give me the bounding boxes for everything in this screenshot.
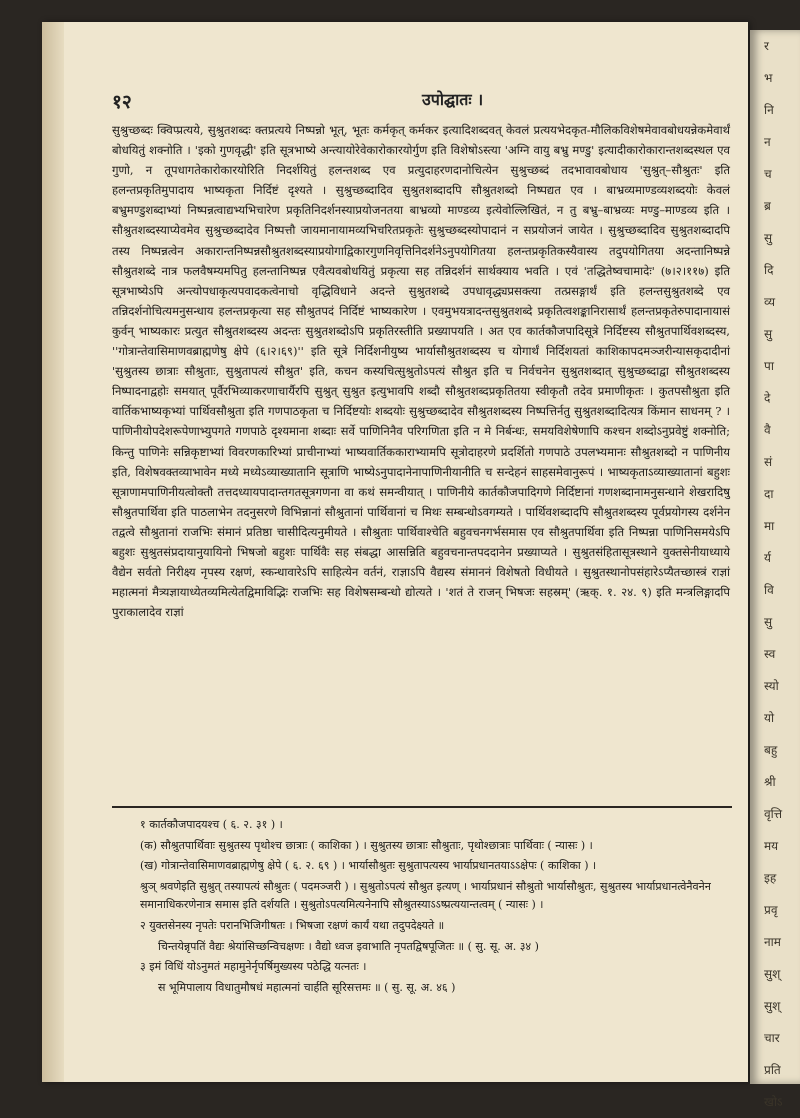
facing-page-fragment: नाम xyxy=(764,935,781,949)
facing-page-fragment: च xyxy=(764,167,772,181)
footnote-3-verse: स भूमिपालाय विधातुमौषधं महात्मनां चार्हति सूरिसत्तमः ॥ ( सु. सू. अ. ४६ ) xyxy=(158,980,456,994)
facing-page-fragment: व्य xyxy=(764,295,776,309)
facing-page-fragment: वृत्ति xyxy=(764,807,783,821)
footnote-1a: (क) सौश्रुतपार्थिवाः सुश्रुतस्य पृथोश्च छात्राः ( काशिका ) । सुश्रुतस्य छात्राः सौश्रुताः, पृथोश्छात्राः पार्थिवाः ( न्यासः ) । xyxy=(140,838,593,852)
facing-page-fragment: प्रवृ xyxy=(764,903,778,917)
facing-page-fragment: मय xyxy=(764,839,779,853)
footnote-1: १ कार्तकौजपादयश्च ( ६. २. ३१ ) । xyxy=(140,818,283,831)
facing-page-fragment: सु xyxy=(764,327,773,341)
facing-page-fragment: इह xyxy=(764,871,777,885)
facing-page-fragment: भ xyxy=(764,71,773,85)
facing-page-fragment: सुश् xyxy=(764,967,781,981)
facing-page-fragment: दा xyxy=(764,487,774,501)
facing-page-fragment: नि xyxy=(764,103,774,117)
facing-page-fragment: यो xyxy=(764,711,775,725)
facing-page-fragment: पा xyxy=(764,359,774,373)
facing-page-fragment: स्यो xyxy=(764,679,779,693)
page-header xyxy=(112,88,732,114)
facing-page-fragment: सं xyxy=(764,455,773,469)
running-title: उपोद्घातः । xyxy=(422,90,484,109)
facing-page-fragment: दि xyxy=(764,263,774,277)
facing-page-fragment: सुश् xyxy=(764,999,781,1013)
page-gutter xyxy=(42,22,64,1082)
facing-page-fragment: मा xyxy=(764,519,775,533)
facing-page-edge xyxy=(750,30,800,1109)
footnote-2-verse: चिन्तयेन्नृपतिं वैद्यः श्रेयांसिच्छन्विचक्षणः । वैद्यो ध्वज इवाभाति नृपतद्विषपूजितः ॥ ( सु. सू. अ. ३४ ) xyxy=(158,939,539,953)
facing-page-fragment: स्व xyxy=(764,647,776,661)
facing-page-fragment: ब्र xyxy=(764,199,771,213)
main-text xyxy=(112,120,730,622)
facing-page-fragment: सु xyxy=(764,615,773,629)
facing-page-fragment: बहु xyxy=(764,743,778,757)
facing-page-fragment: र्य xyxy=(764,551,771,565)
facing-page-fragment: वि xyxy=(764,583,774,597)
facing-page-fragment: श्री xyxy=(764,775,776,789)
body-paragraph: सुश्रुच्छब्दः क्विप्प्रत्यये, सुश्रुतशब्दः क्तप्रत्यये निष्पन्नो भूत्, भूतः कर्मकृत् कर्मकर इत्यादिशब्दवत् केवलं प्रत्ययभेदकृत-मौलिकविशेषमेवावबोधयन्नेकमेवार्थं बोधयितुं शक्नोति । 'इको गुणवृद्धी' इति सूत्रभाष्ये अन्त्यायोरेवेकारोकारयोर्गुण इति विशेषोऽस्त्या 'अग्नि वायु बभ्रु मण्डु' इत्यादीकारोकारान्तशब्दस्थल एव गुणो, न तूपधागतेकारोकारयोरिति निदर्शयितुं हलन्तशब्द एव प्रत्युदाहरणदानोचित्येन सुश्रुच्छब्दं तदभावावबोधाय 'सुश्रुत्–सौश्रुतः' इति हलन्तप्रकृतिमुपादाय भाष्यकृता निर्दिष्टं दृश्यते । सुश्रुच्छब्दादिव सुश्रुतशब्दादपि सौश्रुतशब्दो निष्पद्यत एव । बाभ्रव्यमाण्डव्यशब्दयोः केवलं बभ्रुमण्डुशब्दाभ्यां निष्पन्नत्वाद्यभ्यभिचारेण प्रकृतिनिदर्शनस्याप्रयोजनतया बाभ्रव्यो माण्डव्य इत्येवोल्लिखितं, न तु बभ्रु–बाभ्रव्यः मण्डु–माण्डव्य इति । सौश्रुतशब्दस्याप्येवमेव सुश्रुच्छब्दादेव निष्पत्तौ जायमानायामव्यभिचरितप्रकृतेः सुश्रुच्छब्दस्योपादानं न सप्रयोजनं जायेत । सुश्रुच्छब्दादिव सुश्रुतशब्दादपि तस्य निष्पन्नत्वेन अकारान्तनिष्पन्नसौश्रुतशब्दस्याप्रयोगाद्विकारगुणनिवृत्तिनिदर्शनेऽनुपयोगितया हलन्तप्रकृतिकस्यैवास्य तदुपयोगितया अदन्तानिष्पन्ने सौश्रुतशब्दे नात्र फलवैषम्यमपितु हलन्तानिष्पन्न एवैत्यवबोधयितुं प्रकृत्या सह तन्निदर्शनं सार्थक्याय भवति । एवं 'तद्धितेष्वचामादेः' (७।२।११७) इति सूत्रभाष्येऽपि अन्त्योपधाकृत्यपवादकत्वेनाचो वृद्धिविधाने अदन्ते सुश्रुतशब्दे उपधावृद्ध्यप्रसक्त्या तत्प्रसङ्गार्थं इति हलन्तसुश्रुतशब्दे एव तन्निदर्शनोचित्यमनुसन्धाय हलन्तप्रकृत्या सह सौश्रुतपदं निर्दिष्टं भाष्यकारेण । एवमुभयत्रादन्तसुश्रुतशब्दे प्रकृतित्वशङ्कानिरासार्थं हलन्तप्रकृतेरुपादानायासं कुर्वन् भाष्यकारः प्रत्युत सौश्रुतशब्दस्य अदन्तः सुश्रुतशब्दोऽपि प्रकृतिरस्तीति प्रख्यापयति । अत एव कार्तकौजपादिसूत्रे निर्दिष्टस्य सौश्रुतपार्थिवशब्दस्य, ''गोत्रान्तेवासिमाणवब्राह्मणेषु क्षेपे (६।२।६९)'' इति सूत्रे निर्दिशनीयुष्य भार्यासौश्रुतशब्दस्य च योगार्थं निर्दिशयतां काशिकापदमञ्जरीन्यासकृदादीनां 'सुश्रुतस्य छात्राः सौश्रुताः, सुश्रुतापत्यं सौश्रुत' इति, कचन कस्यचित्सुश्रुतोऽपत्यं सौश्रुत इति च निर्वचनेन सुश्रुतशब्दात् सुश्रुच्छब्दाद्वा सौश्रुतशब्दस्य निष्पादनाद्वहोः समयात् पूर्वैरभिव्याकरणाचार्यैरपि सुश्रुत् सुश्रुत इत्युभावपि शब्दौ सौश्रुतशब्दप्रकृतितया स्वीकृतौ तदेव प्रमाणीकृतः । कुतपसौश्रुता इति वार्तिकभाष्यकृभ्यां पार्थिवसौश्रुता इति गणपाठकृता च निर्दिष्टयोः शब्दयोः सुश्रुच्छब्दादेव सौश्रुतशब्दस्य निष्पत्तिर्नतु सुश्रुतशब्दादित्यत्र किंमान साधनम् ? । पाणिनीयोपदेशरूपेणाभ्युपगते गणपाठे दृश्यमाना शब्दाः सर्वे पाणिनिनैव परिगणिता इति न मे निर्बन्धः, समयविशेषेणापि कश्चन शब्दोऽनुप्रवेष्टुं शक्नोति; किन्तु पाणिनेः सन्निकृष्टाभ्यां विवरणकारिभ्यां प्राचीनाभ्यां भाष्यवार्तिककाराभ्यामपि सूत्रोदाहरणे प्रदर्शितो गणपाठे उपलभ्यमानः सौश्रुतशब्दो न पाणिनीय इति, विशेषवक्तव्याभावेन मध्ये मध्येऽव्याख्यातानि सूत्राणि भाष्येऽनुपादानेनापाणिनीयानीति च सन्देहनं साहसमेवानुरूपं । भाष्यकृताऽव्याख्यातानां बहुशः सूत्राणामपाणिनीयत्वोक्तौ तत्तदध्यायपादान्तगतसूत्रगणना वा कथं समन्वीयात् । पाणिनीये कार्तकौजपादिगणे निर्दिष्टानां गणशब्दानामनुसन्धाने शेखरादिषु सौश्रुतपार्थिवा इति पाठलाभेन तदनुसरणे विभिन्नानां सौश्रुतानां पार्थिवानां च मिथः सम्बन्धोऽवगम्यते । पार्थिवशब्दादपि सौश्रुतशब्दस्य पूर्वप्रयोगस्य दर्शनेन तद्वत्वे सौश्रुतानां राजभिः संमानं प्रतिष्ठा चासीदित्यनुमीयते । सौश्रुताः पार्थिवाश्चेति बहुवचनगर्भसमास एव सौश्रुतपार्थिवा इति निष्पन्ना पाणिनिसमयेऽपि बहुशः सुश्रुतसंप्रदायानुयायिनो भिषजो बहुशः पार्थिवैः सह संबद्धा आसन्निति बहुवचनान्तपददानेन प्रख्याप्यते । सुश्रुतसंहितासूत्रस्थाने युक्तसेनीयाध्याये वैद्येन सर्वतो निरीक्ष्य नृपस्य रक्षणं, स्कन्धावारेऽपि साहित्येन वर्तनं, राज्ञाऽपि वैद्यस्य संमाननं विशेषतो विधीयते । सुश्रुतस्थानोपसंहारेऽप्यैतच्छास्त्रं राज्ञां महात्मनां मैत्र्यज्ञायाध्येतव्यमित्येतद्विमाविद्भिः राजभिः सह विशेषसम्बन्धो द्योत्यते । 'शतं ते राजन् भिषजः सहस्रम्' (ऋक्. १. २४. ९) इति मन्त्रलिङ्गादपि पुराकालादेव राज्ञां xyxy=(112,123,730,620)
facing-page-fragment: न xyxy=(764,135,771,149)
footnote-1c: श्रुञ् श्रवणेइति सुश्रुत् तस्यापत्यं सौश्रुतः ( पदमञ्जरी ) । सुश्रुतोऽपत्यं सौश्रुत इत्यण् । भार्याप्रधानं सौश्रुतो भार्यासौश्रुतः, सुश्रुतस्य भार्याप्रधानत्वेनैवनेन समानाधिकरणेनात्र समास इति दर्शयति । सुश्रुतोऽपत्यमित्यनेनापि सौश्रुतस्याऽऽष्प्रत्ययान्तत्वम् ( न्यासः ) । xyxy=(140,879,711,912)
facing-page-fragment: चार xyxy=(764,1031,780,1045)
footnotes xyxy=(140,816,730,999)
facing-page-fragment: सु xyxy=(764,231,773,245)
page-number: १२ xyxy=(112,91,132,113)
footnote-3: ३ इमं विधिं योऽनुमतं महामुनेर्नृपर्षिमुख्यस्य पठेद्धि यत्नतः । xyxy=(140,960,367,974)
facing-page-fragment: खोऽ xyxy=(764,1095,783,1109)
facing-page-fragment: दे xyxy=(764,391,771,405)
facing-page-fragment: वै xyxy=(764,423,771,437)
footnote-2: २ युक्तसेनस्य नृपतेः परानभिजिगीषतः । भिषजा रक्षणं कार्यं यथा तदुपदेक्ष्यते ॥ xyxy=(140,918,445,932)
footnote-divider xyxy=(112,806,732,808)
facing-page-fragment: र xyxy=(764,39,769,53)
footnote-1b: (ख) गोत्रान्तेवासिमाणवब्राह्मणेषु क्षेपे ( ६. २. ६९ ) । भार्यासौश्रुतः सुश्रुतापत्यस्य भार्याप्रधानतयाऽऽक्षेपः ( काशिका ) । xyxy=(140,859,597,873)
facing-page-fragment: प्रति xyxy=(764,1063,781,1077)
